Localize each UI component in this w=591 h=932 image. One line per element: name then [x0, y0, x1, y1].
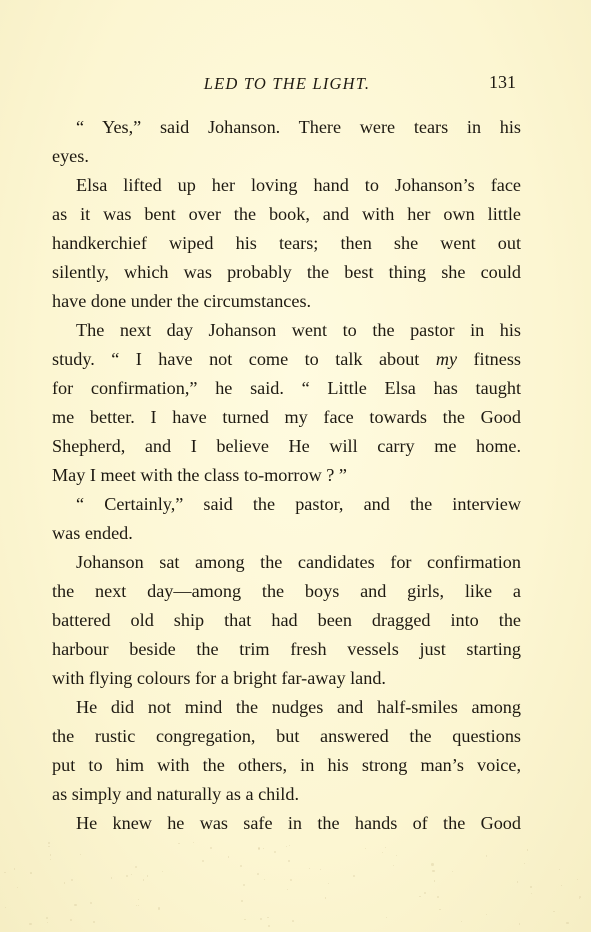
- paper-speckle: [553, 911, 554, 912]
- paper-speckle: [240, 865, 242, 867]
- text-line: May I meet with the class to-morrow ? ”: [52, 465, 347, 485]
- paper-speckle: [147, 875, 149, 877]
- paper-speckle: [138, 899, 139, 900]
- text-line: silently, which was probably the best thing she could: [52, 262, 521, 282]
- paper-speckle: [178, 843, 180, 845]
- paper-speckle: [439, 909, 441, 911]
- paper-speckle: [437, 896, 439, 898]
- paper-speckle: [17, 887, 18, 888]
- text-line: have done under the circumstances.: [52, 291, 312, 311]
- paper-speckle: [258, 847, 260, 849]
- paper-speckle: [290, 879, 292, 881]
- page-number: 131: [489, 72, 516, 92]
- paper-speckle: [434, 880, 436, 882]
- paper-speckle: [325, 897, 326, 898]
- paper-speckle: [263, 848, 264, 849]
- paper-speckle: [48, 842, 50, 844]
- text-line: as it was bent over the book, and with her own little: [52, 204, 521, 224]
- paper-speckle: [531, 893, 532, 894]
- paper-speckle: [289, 845, 290, 846]
- text-line: Johanson sat among the candidates for confirmation: [76, 552, 521, 572]
- paper-speckle: [202, 860, 204, 862]
- paper-speckle: [143, 879, 145, 881]
- text-line: He did not mind the nudges and half-smiles among: [76, 697, 521, 717]
- paper-speckle: [268, 925, 270, 927]
- paper-speckle: [287, 889, 288, 890]
- paper-speckle: [243, 884, 245, 886]
- paper-speckle: [30, 872, 32, 874]
- text-line: “ Certainly,” said the pastor, and the interview: [76, 494, 521, 514]
- text-line: He knew he was safe in the hands of the Good: [76, 813, 521, 833]
- text-line: for confirmation,” he said. “ Little Elsa has taught: [52, 378, 521, 398]
- paper-speckle: [461, 921, 463, 923]
- paper-speckle: [396, 855, 397, 856]
- paper-speckle: [74, 904, 76, 906]
- text-line: put to him with the others, in his strong man’s voice,: [52, 755, 521, 775]
- paper-speckle: [71, 879, 73, 881]
- paper-speckle: [309, 868, 310, 869]
- paper-speckle: [210, 847, 212, 849]
- paper-speckle: [274, 851, 276, 853]
- paper-speckle: [138, 905, 139, 906]
- paper-speckle: [267, 917, 269, 919]
- text-line: harbour beside the trim fresh vessels just starting: [52, 639, 521, 659]
- paper-speckle: [365, 848, 366, 849]
- text-line: Elsa lifted up her loving hand to Johanson’s face: [76, 175, 521, 195]
- paper-speckle: [158, 907, 160, 909]
- text-line: handkerchief wiped his tears; then she went out: [52, 233, 521, 253]
- paper-speckle: [80, 854, 81, 855]
- paper-speckle: [260, 918, 262, 920]
- paper-speckle: [50, 859, 51, 860]
- paper-speckle: [90, 902, 92, 904]
- text-line: the next day—among the boys and girls, like a: [52, 581, 521, 601]
- paper-speckle: [288, 860, 290, 862]
- paper-speckle: [111, 877, 113, 879]
- paper-speckle: [385, 847, 387, 849]
- text-line: the rustic congregation, but answered the questions: [52, 726, 521, 746]
- paper-speckle: [527, 849, 528, 850]
- running-title: LED TO THE LIGHT.: [203, 74, 371, 93]
- paper-speckle: [517, 881, 518, 882]
- paper-speckle: [46, 917, 48, 919]
- paper-speckle: [162, 871, 163, 872]
- paper-speckle: [486, 914, 487, 915]
- paper-speckle: [579, 898, 580, 899]
- text-line: me better. I have turned my face towards the Good: [52, 407, 521, 427]
- text-line: Shepherd, and I believe He will carry me home.: [52, 436, 521, 456]
- paper-speckle: [4, 872, 6, 874]
- paper-speckle: [382, 852, 383, 853]
- paper-speckle: [431, 863, 433, 865]
- emphasis-text: my: [435, 349, 458, 369]
- text-line: with flying colours for a bright far-away land.: [52, 668, 386, 688]
- paper-speckle: [257, 873, 259, 875]
- paper-speckle: [519, 923, 520, 924]
- paper-speckle: [432, 870, 434, 872]
- text-line: as simply and naturally as a child.: [52, 784, 299, 804]
- paper-speckle: [561, 885, 562, 886]
- paper-speckle: [559, 869, 561, 871]
- paper-speckle: [486, 856, 487, 857]
- page-header: [52, 72, 522, 98]
- paper-speckle: [131, 874, 132, 875]
- paper-speckle: [386, 917, 387, 918]
- paper-speckle: [320, 869, 321, 870]
- paper-speckle: [292, 920, 294, 922]
- paper-speckle: [264, 879, 265, 880]
- paper-speckle: [328, 883, 329, 884]
- paper-speckle: [353, 875, 355, 877]
- paper-speckle: [393, 865, 394, 866]
- text-line: study. “ I have not come to talk about my fitness: [52, 349, 521, 369]
- paper-speckle: [136, 905, 137, 906]
- paper-speckle: [419, 896, 420, 897]
- paper-speckle: [48, 846, 49, 847]
- paper-speckle: [126, 875, 128, 877]
- paper-speckle: [424, 892, 426, 894]
- paper-speckle: [530, 886, 531, 887]
- paper-speckle: [286, 846, 287, 847]
- paper-speckle: [135, 866, 137, 868]
- text-line: The next day Johanson went to the pastor in his: [76, 320, 521, 340]
- paper-speckle: [452, 871, 453, 872]
- text-line: battered old ship that had been dragged into the: [52, 610, 521, 630]
- paper-speckle: [228, 856, 230, 858]
- body-text: [52, 113, 521, 838]
- paper-speckle: [566, 922, 568, 924]
- paper-speckle: [193, 842, 194, 843]
- paper-speckle: [29, 923, 31, 925]
- text-line: “ Yes,” said Johanson. There were tears in his: [76, 117, 521, 137]
- text-line: was ended.: [52, 523, 133, 543]
- paper-speckle: [64, 882, 65, 883]
- paper-speckle: [70, 919, 72, 921]
- paper-speckle: [577, 879, 578, 880]
- text-line: eyes.: [52, 146, 89, 166]
- paper-speckle: [244, 919, 246, 921]
- paper-speckle: [241, 900, 243, 902]
- paper-speckle: [50, 854, 52, 856]
- paper-speckle: [47, 922, 48, 923]
- paper-speckle: [93, 921, 95, 923]
- paper-speckle: [5, 907, 7, 909]
- paper-speckle: [14, 868, 15, 869]
- paper-speckle: [524, 863, 525, 864]
